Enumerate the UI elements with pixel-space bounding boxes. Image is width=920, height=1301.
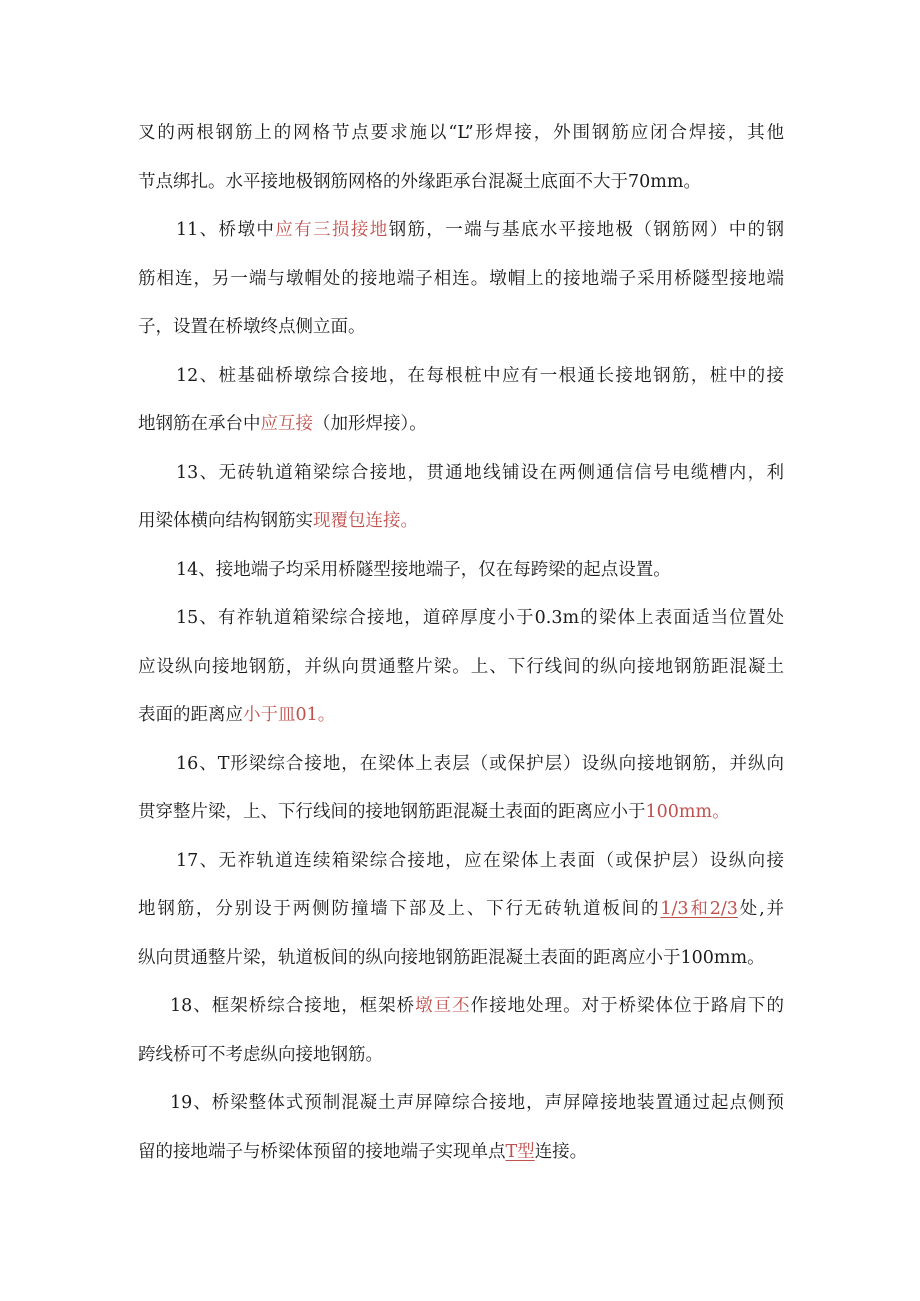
p16-highlight: 100mm。 (645, 802, 730, 822)
paragraph-17-line-1: 17、无祚轨道连续箱梁综合接地，应在梁体上表面（或保护层）设纵向接 (176, 851, 784, 871)
p11-text-b: 钢筋，一端与基底水平接地极（钢筋网）中的钢 (388, 220, 784, 240)
p13-text-a: 用梁体横向结构钢筋实 (138, 511, 313, 531)
paragraph-11-line-3: 子，设置在桥墩终点侧立面。 (138, 317, 366, 337)
p13-highlight: 现覆包连接。 (313, 511, 418, 531)
paragraph-11-line-2: 筋相连，另一端与墩帽处的接地端子相连。墩帽上的接地端子采用桥隧型接地端 (138, 269, 784, 289)
p12-text-b: （加形焊接）。 (313, 414, 427, 434)
paragraph-18-line-1 (170, 991, 784, 1021)
paragraph-17-line-3: 纵向贯通整片梁，轨道板间的纵向接地钢筋距混凝土表面的距离应小于100mm。 (138, 948, 765, 968)
paragraph-16-line-2 (138, 797, 784, 827)
paragraph-13-line-2 (138, 506, 784, 536)
paragraph-18-line-2: 跨线桥可不考虑纵向接地钢筋。 (138, 1045, 383, 1065)
paragraph-19-line-1: 19、桥梁整体式预制混凝土声屏障综合接地，声屏障接地装置通过起点侧预 (170, 1093, 784, 1113)
p17-text-b: 处,并 (737, 899, 784, 919)
p19-text-a: 留的接地端子与桥梁体预留的接地端子实现单点 (138, 1142, 506, 1162)
p12-text-a: 地钢筋在承台中 (138, 414, 261, 434)
paragraph-11-line-1 (176, 215, 784, 245)
paragraph-19-line-2 (138, 1137, 784, 1167)
p12-highlight: 应互接 (260, 414, 313, 434)
paragraph-15-line-1: 15、有祚轨道箱梁综合接地，道碎厚度小于0.3m的梁体上表面适当位置处 (176, 608, 784, 628)
p19-text-b: 连接。 (534, 1142, 588, 1162)
paragraph-12-line-2 (138, 409, 784, 439)
p11-highlight: 应有三损接地 (275, 220, 389, 240)
paragraph-10-line-2: 节点绑扎。水平接地极钢筋网格的外缘距承台混凝土底面不大于70mm。 (138, 172, 701, 192)
p19-highlight: T型 (505, 1142, 535, 1162)
p18-highlight: 墩亘丕 (415, 996, 471, 1016)
p17-text-a: 地钢筋，分别设于两侧防撞墙下部及上、下行无砖轨道板间的 (138, 899, 661, 919)
p18-text-b: 作接地处理。对于桥梁体位于路肩下的 (470, 996, 784, 1016)
paragraph-15-line-2: 应设纵向接地钢筋，并纵向贯通整片梁。上、下行线间的纵向接地钢筋距混凝土 (138, 657, 784, 677)
p18-text-a: 18、框架桥综合接地，框架桥 (170, 996, 416, 1016)
paragraph-16-line-1: 16、T形梁综合接地，在梁体上表层（或保护层）设纵向接地钢筋，并纵向 (176, 754, 784, 774)
paragraph-17-line-2 (138, 894, 784, 924)
paragraph-12-line-1: 12、桩基础桥墩综合接地，在每根桩中应有一根通长接地钢筋，桩中的接 (176, 366, 784, 386)
paragraph-13-line-1: 13、无砖轨道箱梁综合接地，贯通地线铺设在两侧通信信号电缆槽内，利 (176, 463, 784, 483)
p15-text-a: 表面的距离应 (138, 705, 243, 725)
paragraph-10-line-1: 叉的两根钢筋上的网格节点要求施以“L”形焊接，外围钢筋应闭合焊接，其他 (138, 123, 784, 143)
p15-highlight: 小于皿01。 (243, 705, 336, 725)
p16-text-a: 贯穿整片梁，上、下行线间的接地钢筋距混凝土表面的距离应小于 (138, 802, 646, 822)
paragraph-15-line-3 (138, 700, 784, 730)
paragraph-14-line-1: 14、接地端子均采用桥隧型接地端子，仅在每跨梁的起点设置。 (176, 560, 671, 580)
p11-text-a: 11、桥墩中 (176, 220, 276, 240)
p17-highlight: 1/3和2/3 (660, 899, 738, 919)
